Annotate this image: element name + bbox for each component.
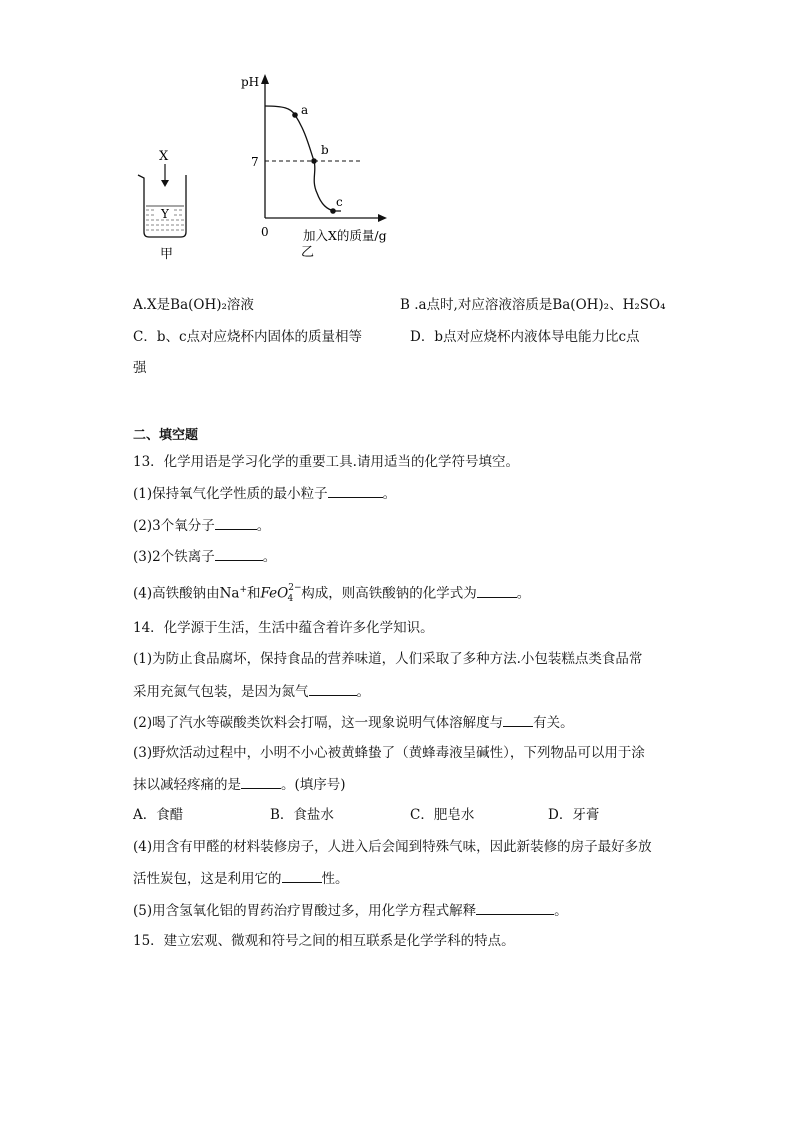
- ferrate-ion: FeO: [260, 585, 289, 602]
- q12-option-d-cont: 强: [133, 360, 147, 376]
- section-title: 二、填空题: [133, 428, 199, 443]
- q13-part4: (4)高铁酸钠由Na+和FeO$^{2-}_4$ 构成，则高铁酸钠的化学式为 。: [133, 583, 531, 605]
- q14-part3-text-a: 抹以减轻疼痛的是: [133, 777, 241, 793]
- origin-label: 0: [261, 225, 269, 239]
- q14-part1-line1: (1)为防止食品腐坏，保持食品的营养味道，人们采取了多种方法.小包装糕点类食品常: [133, 651, 643, 667]
- ph-graph-figure: [235, 68, 405, 263]
- q14-part5: [133, 900, 568, 921]
- q14-part1-text: 采用充氮气包装，是因为氮气: [133, 684, 309, 700]
- point-b-label: b: [321, 143, 329, 157]
- graph-y-axis-label: pH: [241, 75, 260, 89]
- drop-arrow-head: [161, 180, 169, 187]
- ph7-label: 7: [251, 155, 259, 169]
- q14-part2-text-b: 有关。: [533, 715, 574, 731]
- answer-blank[interactable]: [215, 546, 263, 561]
- q12-option-d: D．b点对应烧杯内液体导电能力比c点: [410, 329, 640, 345]
- q14-part3-line1: (3)野炊活动过程中，小明不小心被黄蜂蛰了（黄蜂毒液呈碱性），下列物品可以用于涂: [133, 745, 645, 761]
- q13-part2-text: (2)3个氧分子: [133, 518, 215, 534]
- q12-option-a: A.X是Ba(OH)₂溶液: [133, 297, 254, 313]
- q14-part5-text: (5)用含氢氧化铝的胃药治疗胃酸过多，用化学方程式解释: [133, 903, 477, 919]
- beaker-x-label: X: [159, 149, 169, 164]
- q14-part1-line2: [133, 681, 370, 702]
- q13-part4-text-c: 构成，则高铁酸钠的化学式为: [301, 585, 477, 602]
- q14-option-d: D．牙膏: [548, 807, 600, 823]
- point-c: [330, 208, 336, 214]
- q13-part4-text-a: (4)高铁酸钠由Na: [133, 585, 240, 602]
- q13-part1: [133, 483, 396, 504]
- q14-part4-line1: (4)用含有甲醛的材料装修房子，人进入后会闻到特殊气味，因此新装修的房子最好多放: [133, 839, 652, 855]
- q14-option-b: B．食盐水: [270, 807, 334, 823]
- q14-part4-text-a: 活性炭包，这是利用它的: [133, 871, 282, 887]
- graph-caption: 乙: [301, 245, 315, 260]
- q14-part3-line2: [133, 774, 346, 795]
- q13-part2: [133, 515, 270, 536]
- q14-option-a: A．食醋: [133, 807, 184, 823]
- ph-curve: [265, 106, 341, 211]
- q14-part4-text-b: 性。: [321, 871, 349, 887]
- q14-part1-end: 。: [356, 684, 370, 700]
- q13-part4-text-b: 和: [247, 585, 261, 602]
- q15-stem: 15．建立宏观、微观和符号之间的相互联系是化学学科的特点。: [133, 933, 515, 949]
- q13-part4-end: 。: [516, 585, 531, 602]
- q14-part5-end: 。: [554, 903, 568, 919]
- point-a-label: a: [301, 103, 309, 117]
- beaker-y-label: Y: [161, 207, 169, 221]
- q14-stem: 14．化学源于生活，生活中蕴含着许多化学知识。: [133, 620, 434, 636]
- answer-blank[interactable]: [476, 900, 554, 915]
- q14-part4-line2: [133, 868, 349, 889]
- q14-part2-text-a: (2)喝了汽水等碳酸类饮料会打嗝，这一现象说明气体溶解度与: [133, 715, 504, 731]
- answer-blank[interactable]: [328, 483, 383, 498]
- answer-blank[interactable]: [282, 868, 322, 883]
- answer-blank[interactable]: [309, 681, 357, 696]
- q14-part3-text-b: 。(填序号): [281, 777, 346, 793]
- point-a: [292, 112, 298, 118]
- answer-blank[interactable]: [503, 712, 533, 727]
- beaker-caption: 甲: [160, 247, 174, 262]
- q12-option-b: B .a点时,对应溶液溶质是Ba(OH)₂、H₂SO₄: [400, 297, 666, 313]
- q13-part3: [133, 546, 276, 567]
- q13-part1-end: 。: [382, 486, 397, 502]
- answer-blank[interactable]: [241, 774, 281, 789]
- q13-part3-end: 。: [262, 549, 277, 565]
- q13-part1-text: (1)保持氧气化学性质的最小粒子: [133, 486, 328, 502]
- q13-stem: 13．化学用语是学习化学的重要工具.请用适当的化学符号填空。: [133, 454, 519, 470]
- beaker-figure: [130, 140, 200, 265]
- q13-part2-end: 。: [256, 518, 271, 534]
- q13-part3-text: (3)2个铁离子: [133, 549, 215, 565]
- q12-option-c: C．b、c点对应烧杯内固体的质量相等: [133, 329, 363, 345]
- answer-blank[interactable]: [477, 583, 517, 598]
- point-b: [311, 158, 317, 164]
- answer-blank[interactable]: [215, 515, 257, 530]
- q14-option-c: C．肥皂水: [410, 807, 475, 823]
- point-c-label: c: [336, 195, 343, 209]
- graph-x-axis-label: 加入X的质量/g: [303, 228, 387, 243]
- q14-part2: [133, 712, 574, 733]
